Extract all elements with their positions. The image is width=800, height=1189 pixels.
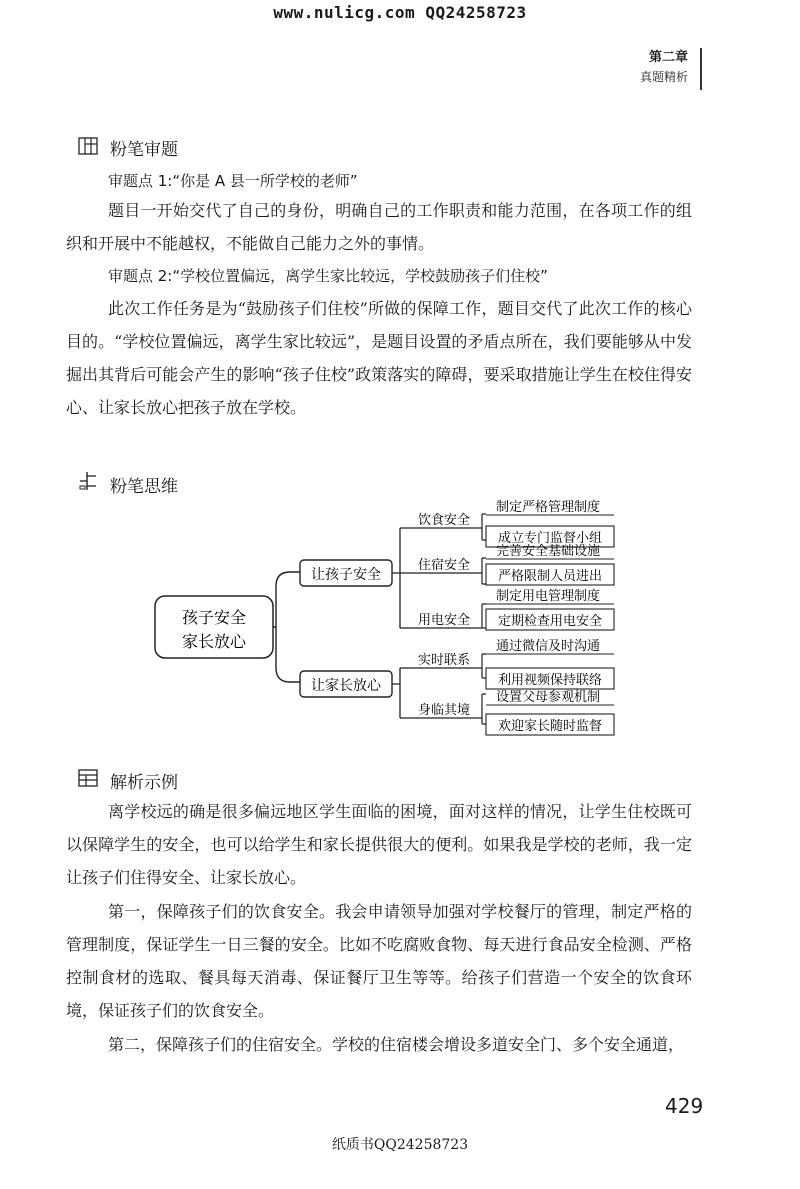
leaf-item: 设置父母参观机制 — [495, 690, 601, 705]
branch-label: 让孩子安全 — [311, 567, 381, 583]
branch-label: 让家长放心 — [311, 678, 381, 694]
group-label: 住宿安全 — [417, 558, 471, 573]
leaf-item: 定期检查用电安全 — [497, 614, 603, 629]
group-label: 身临其境 — [417, 703, 471, 718]
leaf-item: 制定严格管理制度 — [495, 500, 601, 515]
review-point-2: 审题点 2:“学校位置偏远，离学生家比较远，学校鼓励孩子们住校” — [108, 267, 548, 285]
analysis-paragraph-3: 第二，保障孩子们的住宿安全。学校的住宿楼会增设多道安全门、多个安全通道， — [108, 1035, 685, 1054]
group-connector — [476, 654, 486, 724]
table-icon — [78, 768, 98, 788]
header-divider — [700, 48, 702, 90]
chapter-title: 第二章 — [648, 50, 688, 65]
mindmap-root-line-2: 家长放心 — [181, 632, 247, 651]
group-label: 用电安全 — [417, 613, 471, 628]
leaf-item: 制定用电管理制度 — [495, 589, 601, 604]
review-paragraph-2: 此次工作任务是为“鼓励孩子们住校”所做的保障工作，题目交代了此次工作的核心目的。“学校位置偏远，离学生家比较远”，是题目设置的矛盾点所在，我们要能够从中发掘出其背后可能会产生的影响“孩子住校”政策落实的障碍，要采取措施让学生在校住得安心、让家长放心把孩子放在学校。 — [66, 299, 692, 417]
footer-text: 纸质书QQ24258723 — [331, 1137, 469, 1153]
review-point-1: 审题点 1:“你是 A 县一所学校的老师” — [108, 172, 358, 190]
branch-connector — [392, 528, 412, 628]
section-title-thinking: 粉笔思维 — [110, 477, 178, 497]
mind-map — [150, 496, 620, 744]
leaf-item: 欢迎家长随时监督 — [497, 719, 603, 734]
section-title-review: 粉笔审题 — [110, 140, 178, 160]
tree-icon — [78, 471, 98, 491]
group-label: 实时联系 — [417, 653, 471, 668]
analysis-paragraph-1: 离学校远的确是很多偏远地区学生面临的困境，面对这样的情况，让学生住校既可以保障学生的安全，也可以给学生和家长提供很大的便利。如果我是学校的老师，我一定让孩子们住得安全、让家长放心。 — [66, 802, 692, 887]
group-connector — [476, 514, 486, 628]
section-title-analysis: 解析示例 — [110, 773, 178, 793]
root-connector — [273, 572, 300, 682]
analysis-paragraph-2: 第一，保障孩子们的饮食安全。我会申请领导加强对学校餐厅的管理，制定严格的管理制度，保证学生一日三餐的安全。比如不吃腐败食物、每天进行食品安全检测、严格控制食材的选取、餐具每天消毒、保证餐厅卫生等等。给孩子们营造一个安全的饮食环境，保证孩子们的饮食安全。 — [66, 902, 692, 1020]
leaf-item: 通过微信及时沟通 — [495, 639, 601, 654]
branch-connector — [392, 668, 412, 718]
group-label: 饮食安全 — [417, 513, 471, 528]
watermark: www.nulicg.com QQ24258723 — [273, 3, 527, 22]
leaf-item: 严格限制人员进出 — [497, 569, 603, 584]
chapter-subtitle: 真题精析 — [639, 70, 688, 84]
page-number: 429 — [665, 1094, 704, 1118]
leaf-item: 完善安全基础设施 — [495, 544, 601, 559]
review-paragraph-1: 题目一开始交代了自己的身份，明确自己的工作职责和能力范围，在各项工作的组织和开展中不能越权，不能做自己能力之外的事情。 — [66, 201, 692, 253]
mindmap-root-line-1: 孩子安全 — [181, 608, 247, 627]
leaf-item: 利用视频保持联络 — [497, 673, 603, 688]
grid-icon — [78, 136, 98, 156]
leaf-item: 成立专门监督小组 — [497, 531, 603, 546]
